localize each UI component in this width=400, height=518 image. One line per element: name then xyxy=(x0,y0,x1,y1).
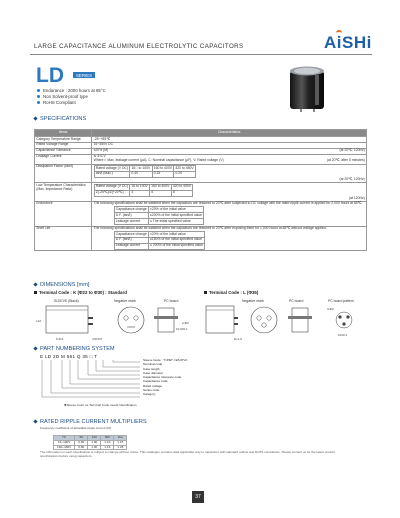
ripple-subtitle: Frequency coefficient of allowable ripple current (Kf) xyxy=(40,426,112,430)
dimensions-heading: DIMENSIONS [mm] xyxy=(34,282,89,288)
table-row: Low Temperature Characteristics (Max. Impedance Ratio) Rated voltage (V DC) 16 to 100V 160 to 400V 420 to 450V Z(-25℃)/Z(+20℃) 4 4 8 (at 120Hz) xyxy=(36,182,365,200)
bullet-icon xyxy=(37,89,40,92)
table-row: Hz 50 120 300 1k≤ xyxy=(54,436,127,441)
table-header: Items xyxy=(35,130,92,137)
terminal-k-drawing xyxy=(34,296,204,346)
feature-item: RoHS Compliant xyxy=(37,100,76,105)
part-number-labels: Sleeve Code : T=PET, N/A=PVC Terminal code Case length Case diameter Capacitance tolerance code Capacitance code Rated voltage Series code Category xyxy=(143,358,188,397)
pc-board-pattern-label: PC board pattern xyxy=(328,299,354,303)
part-numbering-heading: PART NUMBERING SYSTEM xyxy=(34,346,115,352)
series-tag: SERIES xyxy=(73,72,95,78)
aishi-logo: AiSHi xyxy=(324,33,372,52)
terminal-k-title: Terminal Code : K (Φ22 to Φ30) : Standard xyxy=(34,290,127,295)
diamond-icon xyxy=(33,116,37,120)
terminal-l-drawing xyxy=(204,296,369,346)
negative-mark-label: Negative mark xyxy=(114,299,136,303)
document-title: LARGE CAPACITANCE ALUMINUM ELECTROLYTIC CAPACITORS xyxy=(34,43,244,50)
ripple-table xyxy=(53,435,127,450)
ripple-footnote: The information in each specification is subject to change without notice. This catalogue contains data applicable only to capacitors with standard outline and RoHS compliance. Please contact us for the latest product specifications before using capacitors. xyxy=(40,450,336,458)
dimension-label: 10±0.1 xyxy=(338,333,348,337)
diamond-icon xyxy=(33,419,37,423)
dissipation-subtable: Rated voltage (V DC) 16⃝ to 100V 160 to 400V 420 to 450V tanδ (Max.) 0.40 0.15 0.20 xyxy=(95,165,194,176)
table-row: Category Temperature Range -25~+85℃ xyxy=(35,137,367,143)
table-row: Endurance The following specifications shall be satisfied when the capacitors are restored to 20℃ after subjected to DC voltage with the rated ripple current is applied for 2,000 hours at 85℃. Capacitance change ±20% of the initial value D.F. (tanδ) ≤200% of the initial specified value Leakage current ≤ The initial specified value xyxy=(35,201,367,226)
feature-item: Non Solvent-proof type xyxy=(37,94,88,99)
table-row: Capacitance Tolerance ±20% (M) (at 20℃, 120Hz) xyxy=(36,148,365,153)
table-row: Shelf Life The following specifications shall be satisfied when the capacitors are restored to 20℃ after exposing them for 1,000 hours at 85℃ without voltage applied. Capacitance change ±20% of the initial value D.F. (tanδ) ≤150% of the initial specified value Leakage current ≤ 200% of the initial specified value xyxy=(35,226,367,251)
table-row: Leakage Current I≤ 3√CV Where I: Max. leakage current (μA), C: Nominal capacitance (μF), V: Rated voltage (V) (at 20℃, after 5 minutes) xyxy=(36,154,365,163)
pc-board-label: PC board xyxy=(289,299,304,303)
table-row: Dissipation Factor (tanδ) Rated voltage (V DC) 16⃝ to 100V 160 to 400V 420 to 450V tanδ (Max.) 0.40 0.15 0.20 (at 20℃, 120Hz) xyxy=(36,164,365,181)
sleeve-label: SLEEVE (Black) xyxy=(54,299,79,303)
pc-board-label: PC board xyxy=(164,299,179,303)
low-temp-subtable: Rated voltage (V DC) 16 to 100V 160 to 400V 420 to 450V Z(-25℃)/Z(+20℃) 4 4 8 xyxy=(95,184,192,195)
shelf-life-subtable: Capacitance change ±20% of the initial value D.F. (tanδ) ≤150% of the initial specified value Leakage current ≤ 200% of the initial specified value xyxy=(115,231,203,248)
table-row: Rated Voltage Range 16~450V DC xyxy=(35,142,367,148)
negative-mark-label: Negative mark xyxy=(242,299,264,303)
dimension-label: 4.0±0.5 xyxy=(92,337,102,341)
specifications-heading: SPECIFICATIONS xyxy=(34,116,86,122)
dimension-label: L±2 xyxy=(36,319,41,323)
capacitor-photo xyxy=(284,63,334,113)
diamond-icon xyxy=(33,282,37,286)
terminal-l-title: Terminal Code : L (Φ35) xyxy=(204,290,258,295)
feature-item: Endurance : 2000 hours at 85°C xyxy=(37,88,106,93)
dimension-label: 10.0±0.1 xyxy=(176,327,188,331)
ripple-heading: RATED RIPPLE CURRENT MULTIPLIERS xyxy=(34,419,147,425)
part-number-note: ✱Sleeve Color as Terminal Code needs identification xyxy=(64,403,137,407)
dimension-label: 3-Φ2 xyxy=(327,307,334,311)
dimension-label: D+1.0 xyxy=(234,337,243,341)
series-code: LD xyxy=(36,64,64,87)
table-header: Characteristics xyxy=(92,130,367,137)
part-number-example: E LD 2D M 561 Q 35 □ T xyxy=(40,354,98,359)
dimension-label: 2-Φ2 xyxy=(182,321,189,325)
dimension-label: 6.3±1 xyxy=(56,337,64,341)
page-number: 37 xyxy=(192,491,204,503)
specifications-table xyxy=(34,129,367,251)
endurance-subtable: Capacitance change ±20% of the initial value D.F. (tanδ) ≤200% of the initial specified value Leakage current ≤ The initial specified value xyxy=(115,206,203,223)
table-row: 16~100V 0.90 1.00 1.10 1.15 xyxy=(54,440,127,445)
bullet-icon xyxy=(37,95,40,98)
table-row: 160~450V 0.80 1.00 1.15 1.25 xyxy=(54,445,127,450)
diamond-icon xyxy=(33,346,37,350)
header-divider xyxy=(30,54,372,55)
part-number-tree xyxy=(40,359,220,409)
bullet-icon xyxy=(37,101,40,104)
